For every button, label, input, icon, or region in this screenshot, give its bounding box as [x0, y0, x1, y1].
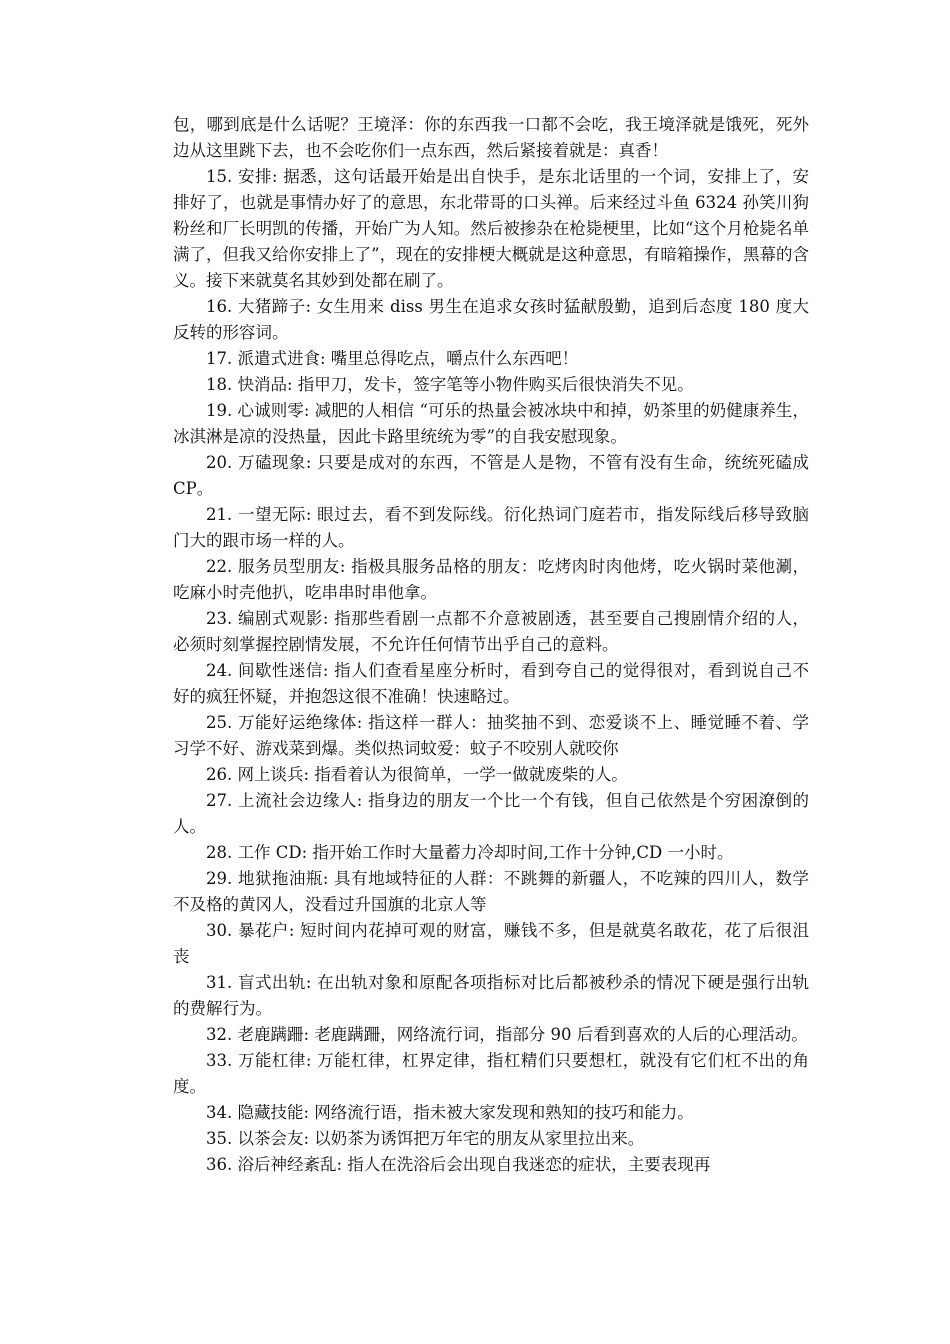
- paragraph-item-17: 17. 派遣式进食: 嘴里总得吃点，嚼点什么东西吧！: [206, 349, 579, 368]
- paragraph-item-28: 28. 工作 CD: 指开始工作时大量蓄力冷却时间,工作十分钟,CD 一小时。: [206, 843, 734, 862]
- paragraph-item-18: 18. 快消品: 指甲刀，发卡，签字笔等小物件购买后很快消失不见。: [206, 375, 694, 394]
- paragraph-item-15: 15. 安排: 据悉，这句话最开始是出自快手，是东北话里的一个词，安排上了，安排好了，也就是事情办好了的意思，东北带哥的口头禅。后来经过斗鱼 6324 孙笑川狗粉丝和厂长明凯的传播，开始广为人知。然后被掺杂在枪毙梗里，比如“这个月枪毙名单满了，但我又给你安排上了”，现在的安排梗大概就是这种意思，有暗箱操作，黑幕的含义。接下来就莫名其妙到处都在刷了。: [173, 167, 809, 290]
- paragraph-item-32: 32. 老鹿蹒跚: 老鹿蹒跚，网络流行词，指部分 90 后看到喜欢的人后的心理活动。: [206, 1025, 808, 1044]
- paragraph-item-22: 22. 服务员型朋友: 指极具服务品格的朋友：吃烤肉时肉他烤，吃火锅时菜他涮，吃麻小时壳他扒，吃串串时串他拿。: [173, 557, 809, 602]
- paragraph-item-25: 25. 万能好运绝缘体: 指这样一群人：抽奖抽不到、恋爱谈不上、睡觉睡不着、学习学不好、游戏菜到爆。类似热词蚊爱：蚊子不咬别人就咬你: [173, 713, 809, 758]
- paragraph-item-29: 29. 地狱拖油瓶: 具有地域特征的人群：不跳舞的新疆人，不吃辣的四川人，数学不及格的黄冈人，没看过升国旗的北京人等: [173, 869, 809, 914]
- paragraph-item-19: 19. 心诚则零: 减肥的人相信 “可乐的热量会被冰块中和掉，奶茶里的奶健康养生，冰淇淋是凉的没热量，因此卡路里统统为零”的自我安慰现象。: [173, 401, 809, 446]
- paragraph-item-16: 16. 大猪蹄子: 女生用来 diss 男生在追求女孩时猛献殷勤，追到后态度 180 度大反转的形容词。: [173, 297, 809, 342]
- paragraph-item-24: 24. 间歇性迷信: 指人们查看星座分析时，看到夸自己的觉得很对，看到说自己不好的疯狂怀疑，并抱怨这很不准确！快速略过。: [173, 661, 809, 706]
- paragraph-item-35: 35. 以茶会友: 以奶茶为诱饵把万年宅的朋友从家里拉出来。: [206, 1129, 645, 1148]
- paragraph-intro-continuation: 包，哪到底是什么话呢？王境泽：你的东西我一口都不会吃，我王境泽就是饿死，死外边从这里跳下去，也不会吃你们一点东西，然后紧接着就是：真香！: [173, 115, 809, 160]
- paragraph-item-27: 27. 上流社会边缘人: 指身边的朋友一个比一个有钱，但自己依然是个穷困潦倒的人。: [173, 791, 809, 836]
- paragraph-item-30: 30. 暴花户: 短时间内花掉可观的财富，赚钱不多，但是就莫名敢花，花了后很沮丧: [173, 921, 809, 966]
- paragraph-item-33: 33. 万能杠律: 万能杠律，杠界定律，指杠精们只要想杠，就没有它们杠不出的角度。: [173, 1051, 809, 1096]
- paragraph-item-20: 20. 万磕现象: 只要是成对的东西，不管是人是物，不管有没有生命，统统死磕成 CP。: [173, 453, 809, 498]
- paragraph-item-23: 23. 编剧式观影: 指那些看剧一点都不介意被剧透，甚至要自己搜剧情介绍的人，必须时刻掌握控剧情发展，不允许任何情节出乎自己的意料。: [173, 609, 809, 654]
- paragraph-item-21: 21. 一望无际: 眼过去，看不到发际线。衍化热词门庭若市，指发际线后移导致脑门大的跟市场一样的人。: [173, 505, 809, 550]
- paragraph-item-26: 26. 网上谈兵: 指看着认为很简单，一学一做就废柴的人。: [206, 765, 628, 784]
- paragraph-item-34: 34. 隐藏技能: 网络流行语，指未被大家发现和熟知的技巧和能力。: [206, 1103, 694, 1122]
- document-page: [173, 112, 809, 1178]
- paragraph-item-36: 36. 浴后神经紊乱: 指人在洗浴后会出现自我迷恋的症状，主要表现再: [206, 1155, 711, 1174]
- paragraph-item-31: 31. 盲式出轨: 在出轨对象和原配各项指标对比后都被秒杀的情况下硬是强行出轨的费解行为。: [173, 973, 809, 1018]
